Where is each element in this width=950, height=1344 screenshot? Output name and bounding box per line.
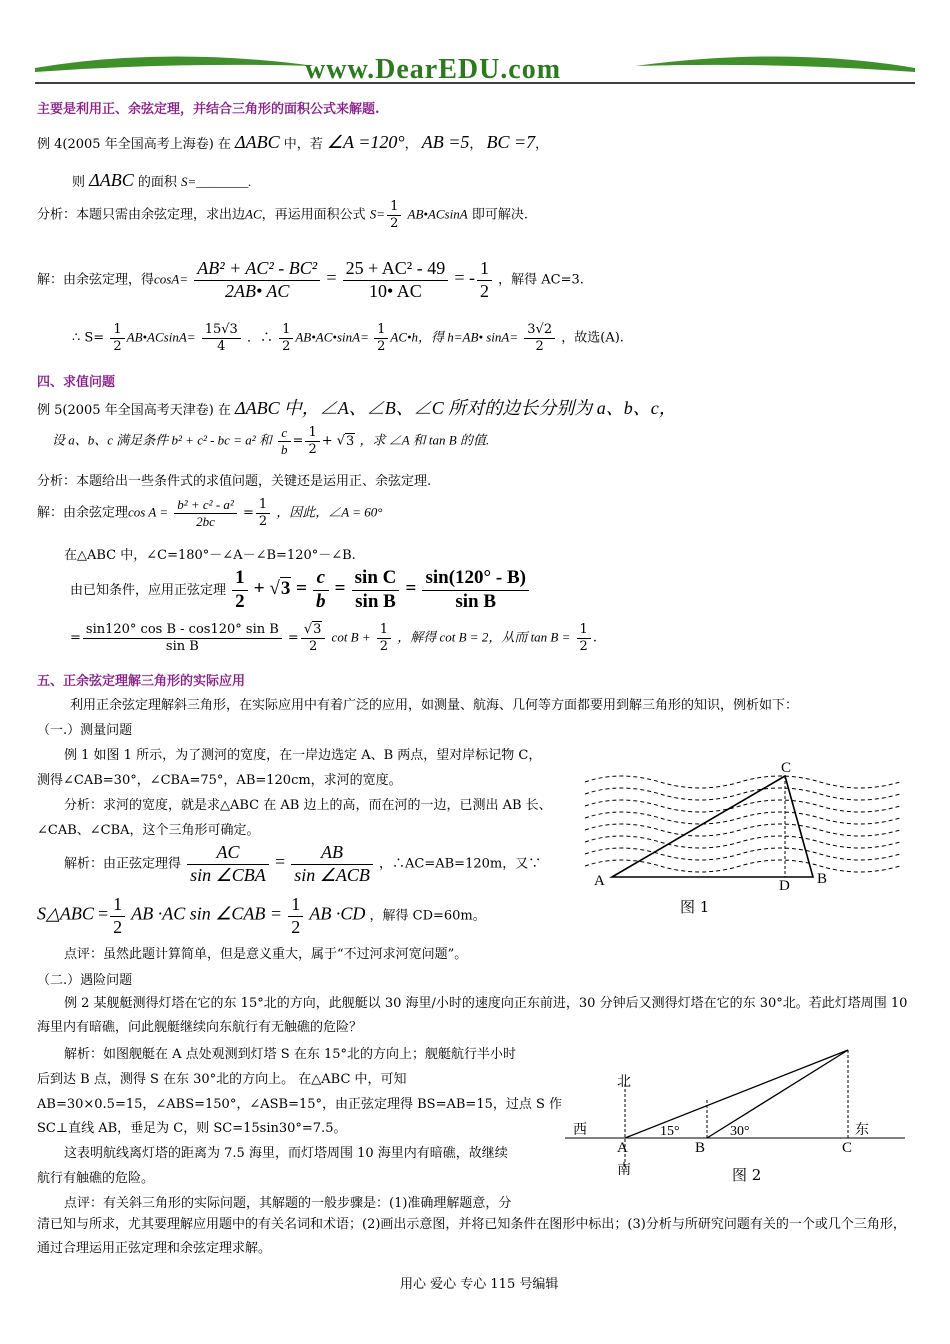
figure-2-navigation-diagram — [565, 1042, 910, 1187]
ex2-concl-2: 航行有触礁的危险。 — [37, 1171, 155, 1186]
ex2-problem: 例 2 某舰艇测得灯塔在它的东 15°北的方向，此舰艇以 30 海里/小时的速度向正东前进，30 分钟后又测得灯塔在它的东 30°北。若此灯塔周围 10 海里内有暗礁，问此舰艇继续向东航行有无触礁的危险？ — [37, 996, 908, 1035]
page-footer: 用心 爱心 专心 115 号编辑 — [400, 1277, 559, 1292]
fig2-north: 北 — [617, 1074, 631, 1090]
sub-heading-1: （一.）测量问题 — [37, 723, 133, 738]
fig1-label-c: C — [781, 760, 792, 776]
ex5-angle-c: 在△ABC 中，∠C=180°－∠A－∠B=120°－∠B. — [64, 548, 356, 563]
ex5-analysis: 分析：本题给出一些条件式的求值问题，关键还是运用正、余弦定理. — [37, 474, 432, 489]
fig1-caption: 图 1 — [680, 898, 710, 916]
fig2-east: 东 — [855, 1122, 869, 1138]
ex1-line-a: 例 1 如图 1 所示，为了测河的宽度，在一岸边选定 A、B 两点，望对岸标记物 C， — [64, 748, 542, 763]
section-4-title: 四、求值问题 — [37, 375, 116, 390]
ex5-line2: 设 a、b、c 满足条件 b² + c² - bc = a² 和 $\frac{c}{b}$ = $\frac{1}{2}$ + √3 ，求 ∠A 和 tan B 的值. — [52, 425, 490, 457]
ex5-expand: = $\frac{\text{sin120° cos B - cos120° sin B}}{\text{sin B}}$ = $\frac{√3}{2}$ cot B + $\frac{1}{2}$ ，解得 cot B = 2，从而 tan B = $\frac{1}{2}$ . — [70, 622, 597, 654]
ex4-line2: 则 ΔABC 的面积 S=________. — [72, 170, 252, 190]
ex5-solution: 解：由余弦定理cos A = $\frac{\text{b² + c² - a²}}{2bc}$ = $\frac{1}{2}$ ，因此，∠A = 60° — [37, 497, 383, 529]
fig2-angle-15: 15° — [660, 1124, 680, 1139]
ex2-sol-2: 后到达 B 点，测得 S 在东 30°北的方向上。 在△ABC 中，可知 — [37, 1072, 407, 1087]
ex2-concl-1: 这表明航线离灯塔的距离为 7.5 海里，而灯塔周围 10 海里内有暗礁，故继续 — [64, 1146, 508, 1161]
sub-heading-2: （二.）遇险问题 — [37, 973, 133, 988]
ex4-line1: 例 4(2005 年全国高考上海卷) 在 ΔABC 中，若 ∠A =120°， AB =5， BC =7， — [37, 132, 549, 152]
fig2-west: 西 — [573, 1122, 587, 1138]
figure-1-river-diagram — [580, 760, 910, 920]
fig2-label-b: B — [695, 1140, 706, 1156]
ex1-solution: 解析：由正弦定理得 $\frac{AC}{\text{sin ∠CBA}}$ = $\frac{AB}{\text{sin ∠ACB}}$ ，∴AC=AB=120m，又∵ — [64, 842, 542, 885]
fig1-label-a: A — [594, 873, 605, 889]
fig1-label-b: B — [817, 871, 828, 887]
ex2-comment-2: 清已知与所求，尤其要理解应用题中的有关名词和术语；(2)画出示意图，并将已知条件在图形中标出；(3)分析与所研究问题有关的一个或几个三角形，通过合理运用正弦定理和余弦定理求解。 — [37, 1217, 906, 1256]
ex1-area: S△ABC = $\frac{1}{2}$ AB ·AC sin ∠CAB = $\frac{1}{2}$ AB ·CD ，解得 CD=60m。 — [37, 894, 486, 937]
ex1-line-b: 测得∠CAB=30°，∠CBA=75°，AB=120cm，求河的宽度。 — [37, 773, 402, 788]
fig2-label-c: C — [842, 1140, 853, 1156]
ex5-line1: 例 5(2005 年全国高考天津卷) 在 ΔABC 中，∠A、∠B、∠C 所对的边长分别为 a、b、c， — [37, 398, 677, 418]
ex1-comment: 点评：虽然此题计算简单，但是意义重大，属于“不过河求河宽问题”。 — [64, 947, 468, 962]
sec5-intro: 利用正余弦定理解斜三角形，在实际应用中有着广泛的应用，如测量、航海、几何等方面都要用到解三角形的知识，例析如下： — [70, 698, 799, 713]
ex2-sol-4: SC⊥直线 AB，垂足为 C，则 SC=15sin30°=7.5。 — [37, 1121, 347, 1136]
fig2-angle-30: 30° — [730, 1124, 750, 1139]
intro-text: 主要是利用正、余弦定理，并结合三角形的面积公式来解题. — [37, 102, 380, 117]
ex4-analysis: 分析：本题只需由余弦定理，求出边AC，再运用面积公式 S= $\frac{1}{2}$ AB•ACsinA 即可解决. — [37, 199, 528, 231]
ex5-sine-law: 由已知条件，应用正弦定理 $\frac{1}{2}$ + √3 = $\frac{c}{b}$ = $\frac{\text{sin C}}{\text{sin B}}$ = $\frac{\sin(120^\circ - B)}{\text{sin B}}$ — [70, 567, 531, 614]
ex2-comment-1: 点评：有关斜三角形的实际问题，其解题的一般步骤是：(1)准确理解题意，分 — [64, 1196, 512, 1211]
ex1-line-c: 分析：求河的宽度，就是求△ABC 在 AB 边上的高，而在河的一边，已测出 AB 长、 — [64, 798, 552, 813]
ex2-sol-1: 解析：如图舰艇在 A 点处观测到灯塔 S 在东 15°北的方向上；舰艇航行半小时 — [64, 1047, 516, 1062]
fig2-label-a: A — [617, 1140, 628, 1156]
fig1-label-d: D — [779, 878, 790, 894]
ex4-area: ∴ S= $\frac{1}{2}$ AB•ACsinA= $\frac{15√3}{4}$ ．∴ $\frac{1}{2}$ AB•AC•sinA= $\frac{1}{2}$ AC•h，得 h=AB• sinA= $\frac{3√2}{2}$ ，故选(A). — [72, 322, 624, 354]
ex1-line-d: ∠CAB、∠CBA，这个三角形可确定。 — [37, 823, 260, 838]
section-5-title: 五、正余弦定理解三角形的实际应用 — [37, 674, 246, 689]
fig2-south: 南 — [617, 1162, 631, 1178]
ex2-sol-3: AB=30×0.5=15，∠ABS=150°，∠ASB=15°，由正弦定理得 BS=AB=15，过点 S 作 — [37, 1097, 563, 1112]
ex4-solution: 解：由余弦定理，得cosA= $\frac{\text{AB² + AC² - BC²}}{2AB• AC}$ = $\frac{\text{25 + AC² - 49}}{10• AC}$ = - $\frac{1}{2}$ ，解得 AC=3. — [37, 258, 584, 301]
site-logo: www.DearEDU.com — [305, 54, 562, 85]
fig2-caption: 图 2 — [732, 1166, 762, 1184]
